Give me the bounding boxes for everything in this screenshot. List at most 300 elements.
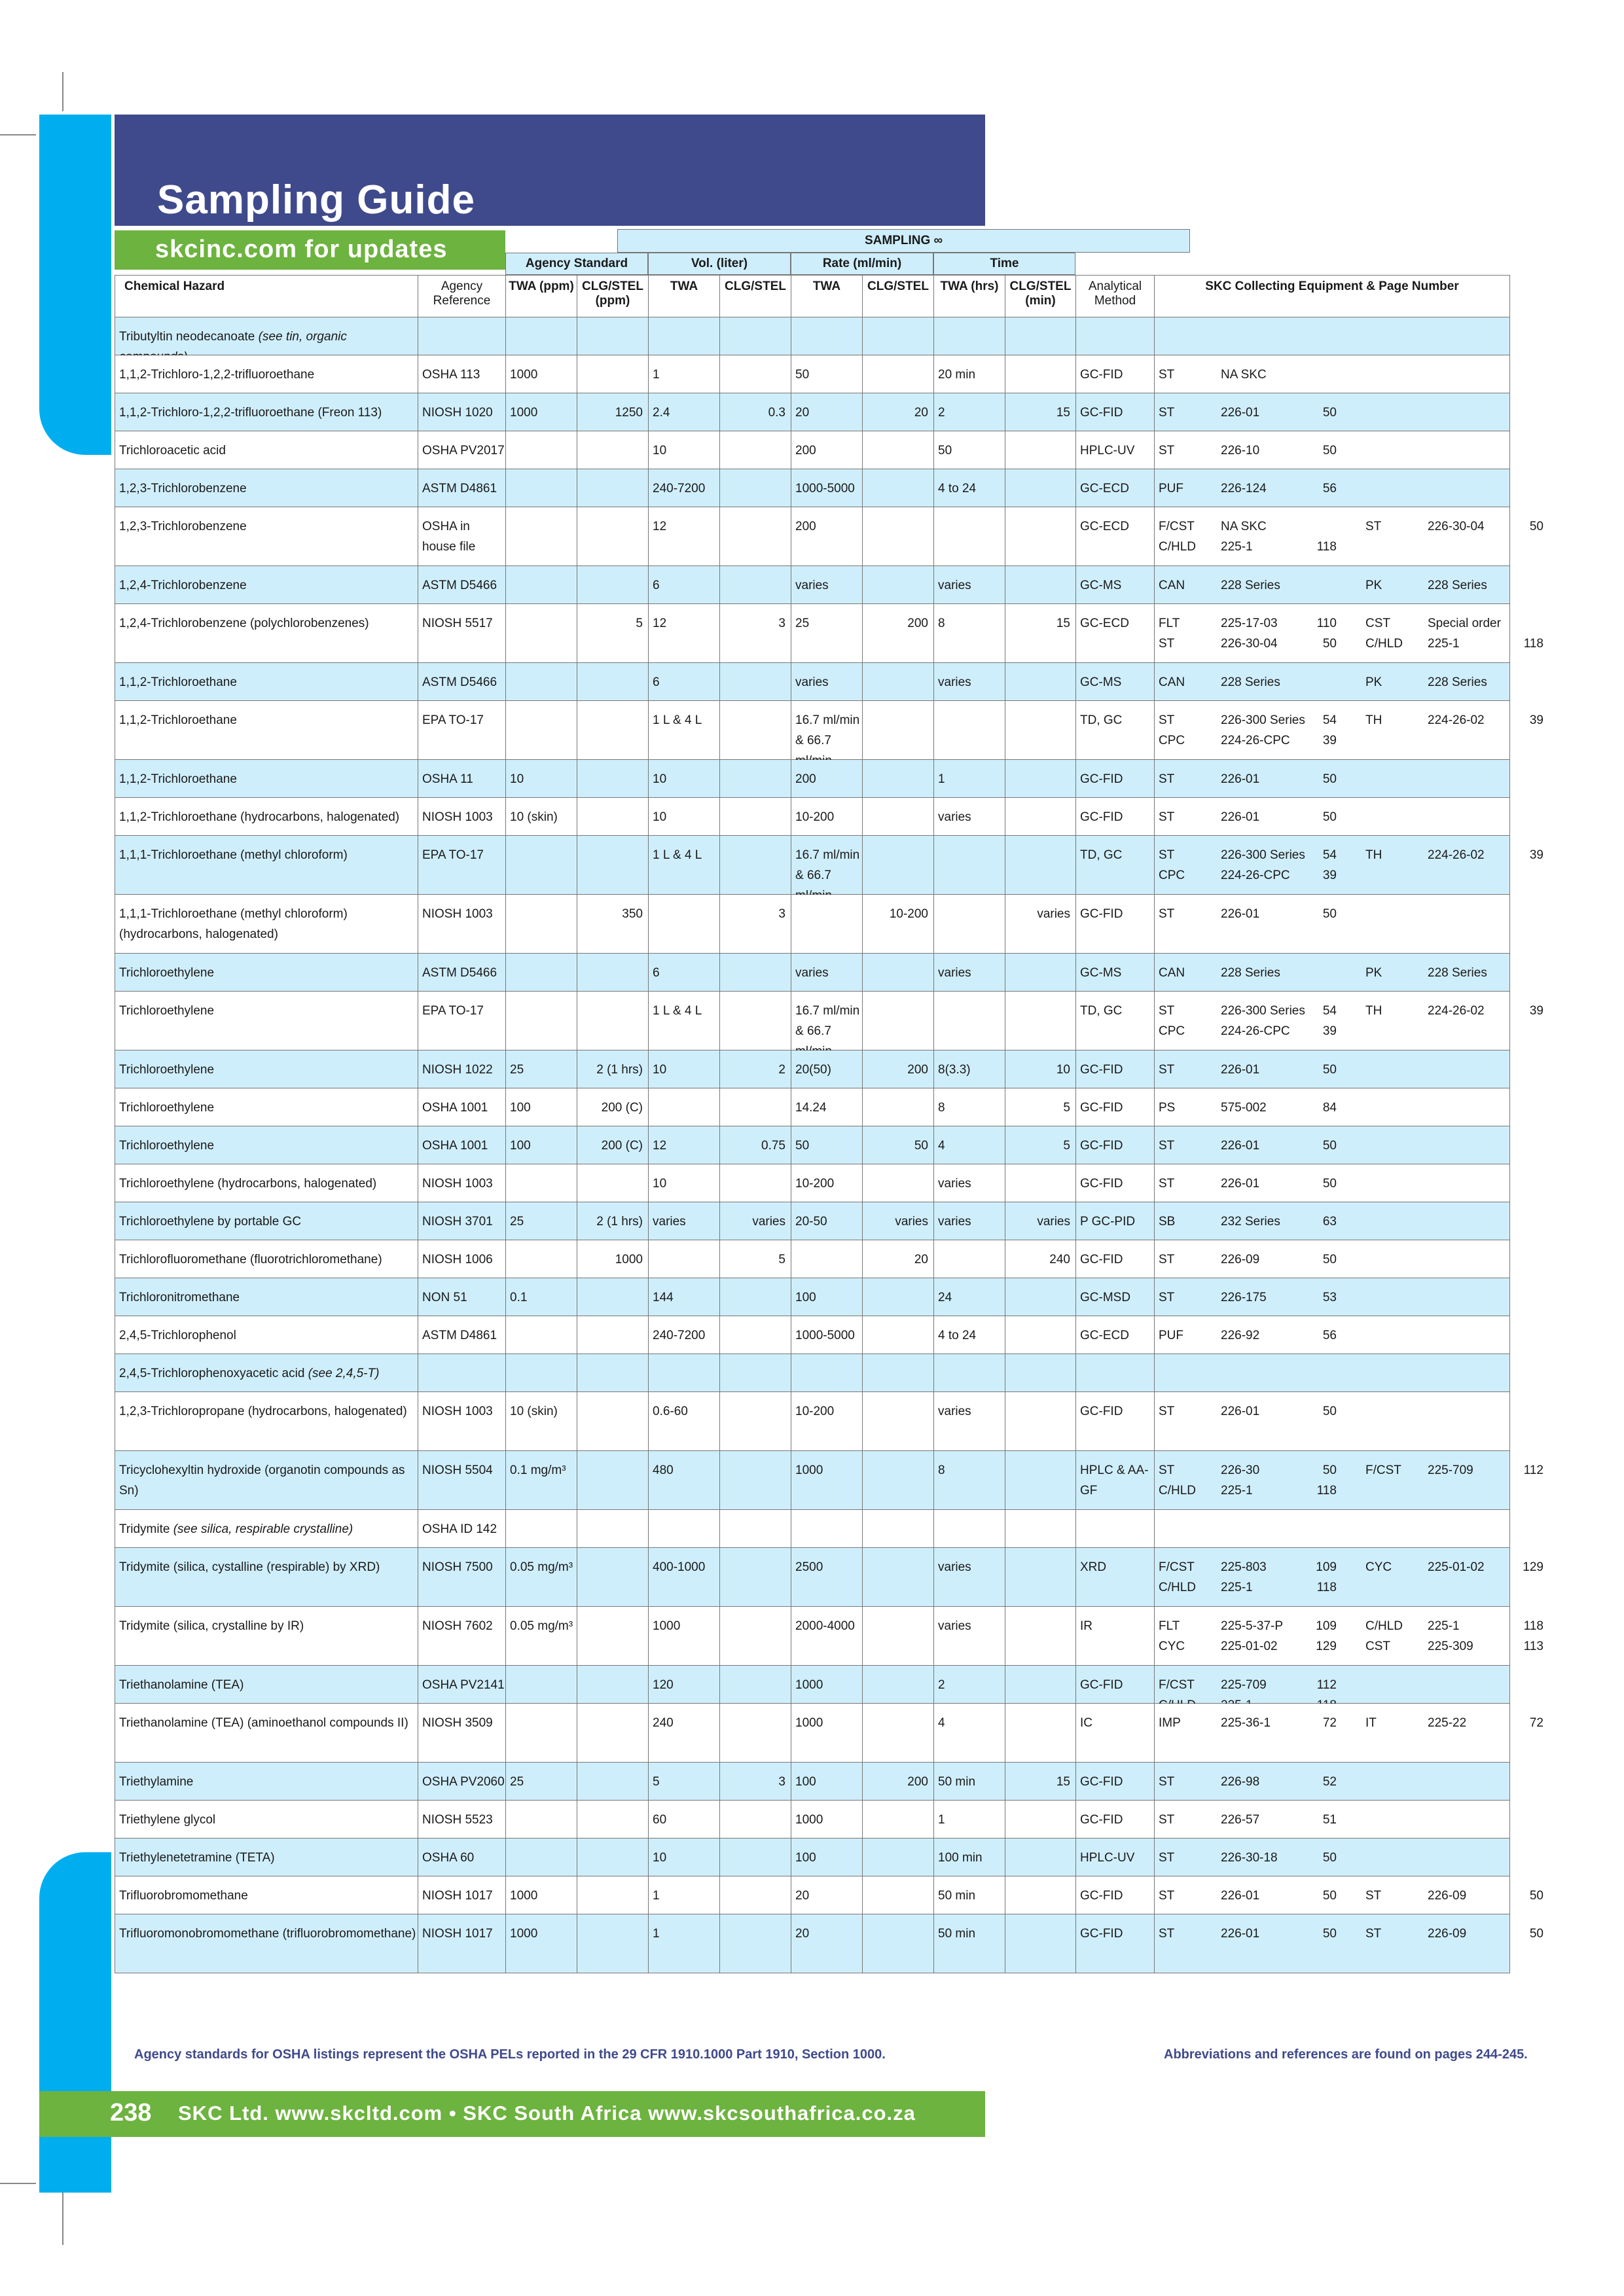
chemical-name: 1,1,2-Trichloroethane: [119, 713, 237, 727]
cell-rtwa: 16.7 ml/min & 66.7: [791, 992, 863, 1050]
eq-code: ST: [1159, 1813, 1175, 1827]
cell-vtwa: 6: [649, 954, 720, 991]
agency-standard-header: Agency Standard: [505, 253, 648, 275]
eq-part-number: 226-09: [1221, 1253, 1260, 1266]
eq-page: 118: [1523, 637, 1543, 651]
cell-chem: [115, 1126, 418, 1164]
page-number: 238: [110, 2099, 152, 2126]
eq-page: 54: [1322, 713, 1337, 727]
cell-ref: OSHA PV2060: [418, 1763, 506, 1800]
cell-ttwa: 8(3.3): [934, 1050, 1005, 1088]
cell-ref: NIOSH 5504: [418, 1451, 506, 1509]
eq-page: 50: [1322, 772, 1337, 786]
cell-equipment: [1155, 469, 1509, 507]
cell-rclg: [863, 566, 934, 603]
chemical-name: 1,2,3-Trichloropropane (hydrocarbons, halogenated): [119, 1405, 407, 1418]
cell-rtwa: 2500: [791, 1548, 863, 1606]
eq-part-number: 225-1: [1221, 1484, 1253, 1498]
cell-vclg: [720, 1451, 791, 1509]
cell-rclg: varies: [863, 1202, 934, 1240]
cell-tclg: 15: [1005, 1763, 1076, 1800]
cell-vclg: [720, 1801, 791, 1838]
cell-equipment: [1155, 1876, 1543, 1914]
table-row: [115, 1392, 1510, 1451]
cell-twa: [506, 992, 577, 1050]
table-row: [115, 954, 1510, 992]
eq-code: F/CST: [1159, 520, 1195, 533]
cell-ref: ASTM D5466: [418, 566, 506, 603]
cell-stel: [577, 1801, 649, 1838]
cell-twa: 25: [506, 1202, 577, 1240]
cell-method: GC-MSD: [1076, 1278, 1155, 1316]
chemical-name: Trichloroethylene: [119, 1139, 215, 1153]
cell-vtwa: 240-7200: [649, 1316, 720, 1354]
cell-ref: [418, 1354, 506, 1391]
cell-tclg: [1005, 1801, 1076, 1838]
eq-code: ST: [1159, 1927, 1175, 1941]
cell-chem: [115, 1666, 418, 1703]
chemical-name: Trichloroethylene: [119, 966, 215, 980]
cell-twa: 100: [506, 1088, 577, 1126]
cell-tclg: [1005, 1704, 1076, 1762]
cell-stel: 2 (1 hrs): [577, 1050, 649, 1088]
eq-part-number: NA SKC: [1221, 368, 1267, 382]
cell-vclg: [720, 317, 791, 355]
cell-vclg: [720, 1914, 791, 1973]
cell-stel: [577, 566, 649, 603]
cell-twa: 1000: [506, 1914, 577, 1973]
cell-ttwa: 4: [934, 1704, 1005, 1762]
cell-vtwa: 12: [649, 507, 720, 565]
cell-ref: NIOSH 1017: [418, 1876, 506, 1914]
cell-rtwa: 200: [791, 760, 863, 797]
cell-stel: 350: [577, 895, 649, 953]
eq-part-number: 226-01: [1221, 1063, 1260, 1077]
cell-equipment: [1155, 431, 1509, 469]
cell-vtwa: 1 L & 4 L: [649, 701, 720, 759]
cell-twa: 100: [506, 1126, 577, 1164]
cell-ttwa: [934, 1240, 1005, 1278]
cell-twa: 25: [506, 1763, 577, 1800]
table-row: [115, 1839, 1510, 1876]
eq-page: 39: [1529, 848, 1543, 862]
cell-vtwa: 240-7200: [649, 469, 720, 507]
chemical-name: Trichloroethylene: [119, 1063, 215, 1077]
cell-method: XRD: [1076, 1548, 1155, 1606]
cell-ref: OSHA 1001: [418, 1088, 506, 1126]
table-row: [115, 836, 1543, 895]
cell-vtwa: 1: [649, 1914, 720, 1973]
cell-ttwa: [934, 317, 1005, 355]
cell-vtwa: 6: [649, 566, 720, 603]
cell-method: TD, GC: [1076, 701, 1155, 759]
chemical-name: Triethylamine: [119, 1775, 194, 1789]
footnote-right: Abbreviations and references are found on pages 244-245.: [1164, 2047, 1528, 2062]
cell-stel: [577, 1316, 649, 1354]
cell-rclg: [863, 1316, 934, 1354]
cell-equipment: [1155, 1278, 1509, 1316]
eq-code: C/HLD: [1365, 1619, 1403, 1633]
cell-rtwa: [791, 895, 863, 953]
cell-ref: OSHA 11: [418, 760, 506, 797]
cell-chem: [115, 1392, 418, 1450]
cell-twa: [506, 954, 577, 991]
table-row: [115, 1704, 1543, 1763]
cell-chem: [115, 1354, 418, 1391]
col-rate-clg: CLG/STEL: [863, 276, 934, 317]
table-row: [115, 1202, 1510, 1240]
cell-vtwa: 6: [649, 663, 720, 700]
cell-tclg: [1005, 701, 1076, 759]
cell-vclg: [720, 1354, 791, 1391]
cell-twa: 1000: [506, 393, 577, 431]
cell-vclg: [720, 566, 791, 603]
cell-twa: [506, 431, 577, 469]
cell-twa: 0.1 mg/m³: [506, 1451, 577, 1509]
cell-vtwa: 1: [649, 355, 720, 393]
eq-code: ST: [1159, 810, 1175, 824]
eq-code: IT: [1365, 1716, 1377, 1730]
eq-part-number: 224-26-CPC: [1221, 734, 1290, 747]
cell-method: [1076, 1354, 1155, 1391]
cell-rtwa: 10-200: [791, 1392, 863, 1450]
eq-part-number: Special order: [1428, 617, 1501, 630]
eq-part-number: 228 Series: [1428, 675, 1487, 689]
cell-stel: [577, 1392, 649, 1450]
cell-rtwa: [791, 1354, 863, 1391]
cell-twa: 1000: [506, 1876, 577, 1914]
eq-code: PUF: [1159, 482, 1183, 495]
cell-stel: [577, 317, 649, 355]
cell-rtwa: [791, 317, 863, 355]
cell-ref: NIOSH 1003: [418, 1164, 506, 1202]
eq-code: PK: [1365, 579, 1382, 592]
cell-vclg: [720, 355, 791, 393]
cell-ttwa: 50 min: [934, 1763, 1005, 1800]
cell-equipment: [1155, 701, 1543, 759]
cell-chem: [115, 895, 418, 953]
cell-ttwa: 24: [934, 1278, 1005, 1316]
cell-ttwa: 8: [934, 1088, 1005, 1126]
chemical-name: Triethylene glycol: [119, 1813, 216, 1827]
eq-part-number: 224-26-CPC: [1221, 1024, 1290, 1038]
cell-equipment: [1155, 1510, 1509, 1547]
cell-ttwa: 2: [934, 1666, 1005, 1703]
cell-ttwa: 50: [934, 431, 1005, 469]
cell-vclg: 3: [720, 1763, 791, 1800]
eq-part-number: 226-01: [1221, 772, 1260, 786]
cell-twa: [506, 1316, 577, 1354]
eq-page: 129: [1316, 1640, 1337, 1653]
cell-ttwa: varies: [934, 1202, 1005, 1240]
eq-part-number: 226-124: [1221, 482, 1267, 495]
cell-ttwa: varies: [934, 1548, 1005, 1606]
cell-rclg: [863, 1839, 934, 1876]
cell-method: HPLC-UV: [1076, 431, 1155, 469]
cell-rtwa: 20-50: [791, 1202, 863, 1240]
cell-chem: [115, 1801, 418, 1838]
cell-equipment: [1155, 355, 1509, 393]
cell-vtwa: 1: [649, 1876, 720, 1914]
cell-tclg: [1005, 507, 1076, 565]
eq-part-number: 226-30-04: [1428, 520, 1485, 533]
cell-ref: ASTM D4861: [418, 1316, 506, 1354]
cell-rclg: [863, 1451, 934, 1509]
cell-equipment: [1155, 1316, 1509, 1354]
cell-vclg: [720, 1548, 791, 1606]
cell-tclg: [1005, 1451, 1076, 1509]
cell-rclg: [863, 1354, 934, 1391]
cell-chem: [115, 604, 418, 662]
cell-method: GC-MS: [1076, 663, 1155, 700]
eq-code: PUF: [1159, 1329, 1183, 1342]
eq-part-number: 225-17-03: [1221, 617, 1278, 630]
eq-code: FLT: [1159, 617, 1180, 630]
cell-method: GC-FID: [1076, 1876, 1155, 1914]
cell-equipment: [1155, 1607, 1543, 1665]
cell-vclg: [720, 1510, 791, 1547]
eq-part-number: 228 Series: [1428, 966, 1487, 980]
cell-twa: [506, 1510, 577, 1547]
eq-page: 113: [1523, 1640, 1543, 1653]
cell-ref: NIOSH 1022: [418, 1050, 506, 1088]
cell-chem: [115, 1607, 418, 1665]
cell-rclg: [863, 992, 934, 1050]
cell-ref: NIOSH 1003: [418, 1392, 506, 1450]
eq-part-number: 226-01: [1221, 406, 1260, 420]
cell-rclg: [863, 701, 934, 759]
cell-rclg: [863, 1607, 934, 1665]
cell-chem: [115, 1510, 418, 1547]
eq-code: CYC: [1159, 1640, 1185, 1653]
subtitle: skcinc.com for updates: [155, 236, 448, 263]
cell-vclg: 0.3: [720, 393, 791, 431]
cell-method: IR: [1076, 1607, 1155, 1665]
cell-ref: OSHA 1001: [418, 1126, 506, 1164]
chemical-name: Trichloroethylene: [119, 1101, 215, 1115]
footer-band: [39, 2091, 985, 2137]
cell-chem: [115, 1240, 418, 1278]
chemical-name: Triethanolamine (TEA): [119, 1678, 244, 1692]
eq-part-number: 225-36-1: [1221, 1716, 1271, 1730]
cell-vtwa: 10: [649, 798, 720, 835]
cell-stel: 1000: [577, 1240, 649, 1278]
cell-ttwa: varies: [934, 1607, 1005, 1665]
eq-code: ST: [1159, 406, 1175, 420]
table-row: [115, 1278, 1510, 1316]
cell-rclg: 50: [863, 1126, 934, 1164]
chemical-name: 1,1,1-Trichloroethane (methyl chloroform): [119, 848, 348, 862]
cell-tclg: 5: [1005, 1088, 1076, 1126]
cell-method: GC-FID: [1076, 1763, 1155, 1800]
cell-tclg: [1005, 1876, 1076, 1914]
cell-ref: ASTM D5466: [418, 954, 506, 991]
cell-equipment: [1155, 760, 1509, 797]
chemical-name: 2,4,5-Trichlorophenoxyacetic acid: [119, 1367, 305, 1380]
eq-code: FLT: [1159, 1619, 1180, 1633]
cell-chem: [115, 1164, 418, 1202]
cell-ttwa: 50 min: [934, 1876, 1005, 1914]
cell-rclg: 20: [863, 393, 934, 431]
cell-tclg: 15: [1005, 393, 1076, 431]
cell-chem: [115, 1763, 418, 1800]
eq-part-number: 224-26-02: [1428, 713, 1485, 727]
cell-vtwa: 10: [649, 1164, 720, 1202]
col-agency-reference: Agency Reference: [418, 276, 506, 317]
eq-code: IMP: [1159, 1716, 1181, 1730]
eq-part-number: 226-30: [1221, 1463, 1260, 1477]
eq-code: ST: [1159, 1139, 1175, 1153]
eq-code: CAN: [1159, 579, 1185, 592]
cell-rclg: [863, 954, 934, 991]
cell-rtwa: [791, 1510, 863, 1547]
cell-rclg: [863, 1278, 934, 1316]
cell-twa: [506, 1839, 577, 1876]
eq-page: 112: [1316, 1678, 1337, 1692]
cell-equipment: [1155, 1914, 1543, 1973]
cell-twa: 0.05 mg/m³: [506, 1607, 577, 1665]
eq-part-number: 226-01: [1221, 1139, 1260, 1153]
eq-code: TH: [1365, 848, 1382, 862]
eq-part-number: 226-175: [1221, 1291, 1267, 1304]
rate-header: Rate (ml/min): [791, 253, 933, 275]
eq-page: 72: [1529, 1716, 1543, 1730]
cell-ref: OSHA in house file: [418, 507, 506, 565]
eq-page: 84: [1322, 1101, 1337, 1115]
eq-code: SB: [1159, 1215, 1176, 1229]
cell-rclg: [863, 1704, 934, 1762]
cell-chem: [115, 355, 418, 393]
cell-stel: [577, 701, 649, 759]
cell-ref: OSHA 113: [418, 355, 506, 393]
col-rate-twa: TWA: [791, 276, 863, 317]
eq-page: 39: [1529, 1004, 1543, 1018]
footer-text: SKC Ltd. www.skcltd.com • SKC South Africa www.skcsouthafrica.co.za: [178, 2102, 916, 2125]
cell-method: GC-FID: [1076, 1240, 1155, 1278]
cell-method: P GC-PID: [1076, 1202, 1155, 1240]
cell-equipment: [1155, 1050, 1509, 1088]
cell-rtwa: 50: [791, 355, 863, 393]
eq-code: TH: [1365, 713, 1382, 727]
eq-page: 50: [1322, 907, 1337, 921]
cell-ref: OSHA ID 142: [418, 1510, 506, 1547]
table-row: [115, 1050, 1510, 1088]
cell-vtwa: 1000: [649, 1607, 720, 1665]
cell-tclg: varies: [1005, 895, 1076, 953]
chemical-name: 1,1,2-Trichloroethane (hydrocarbons, halogenated): [119, 810, 400, 824]
cell-method: GC-FID: [1076, 1050, 1155, 1088]
table-row: [115, 798, 1510, 836]
eq-part-number: 225-709: [1221, 1678, 1267, 1692]
cell-chem: [115, 1876, 418, 1914]
cell-rtwa: varies: [791, 663, 863, 700]
cell-rclg: [863, 1164, 934, 1202]
cell-vclg: [720, 1164, 791, 1202]
cell-method: GC-FID: [1076, 1164, 1155, 1202]
chemical-name: 1,2,3-Trichlorobenzene: [119, 520, 247, 533]
table-body: [115, 317, 1543, 1973]
table-row: [115, 1240, 1510, 1278]
cell-twa: [506, 663, 577, 700]
cell-vclg: [720, 1876, 791, 1914]
eq-part-number: 226-30-04: [1221, 637, 1278, 651]
chemical-name: Tridymite (silica, cystalline (respirable) by XRD): [119, 1560, 380, 1574]
cell-rclg: [863, 1548, 934, 1606]
cell-twa: [506, 701, 577, 759]
eq-code: ST: [1159, 1291, 1175, 1304]
cell-vclg: [720, 431, 791, 469]
cell-vclg: varies: [720, 1202, 791, 1240]
eq-code: C/HLD: [1159, 1581, 1197, 1594]
eq-page: 54: [1322, 848, 1337, 862]
eq-part-number: 224-26-02: [1428, 848, 1485, 862]
cell-tclg: [1005, 1914, 1076, 1973]
cell-equipment: [1155, 1763, 1509, 1800]
cell-twa: [506, 1164, 577, 1202]
cell-tclg: 15: [1005, 604, 1076, 662]
subtitle-band: [115, 230, 505, 270]
cell-ttwa: 4 to 24: [934, 1316, 1005, 1354]
cell-ttwa: varies: [934, 1164, 1005, 1202]
cell-rclg: [863, 1392, 934, 1450]
cell-chem: [115, 954, 418, 991]
cell-twa: 0.1: [506, 1278, 577, 1316]
cell-method: GC-FID: [1076, 1666, 1155, 1703]
cell-chem: [115, 1202, 418, 1240]
chemical-name: 1,1,2-Trichloro-1,2,2-trifluoroethane (Freon 113): [119, 406, 382, 420]
eq-page: 63: [1322, 1215, 1337, 1229]
time-header: Time: [933, 253, 1075, 275]
cell-rtwa: 14.24: [791, 1088, 863, 1126]
eq-page: 50: [1322, 810, 1337, 824]
cell-rtwa: 1000: [791, 1704, 863, 1762]
cell-ttwa: 2: [934, 393, 1005, 431]
eq-page: 50: [1322, 1405, 1337, 1418]
cell-tclg: [1005, 1354, 1076, 1391]
table-row: [115, 760, 1510, 798]
cell-vtwa: [649, 317, 720, 355]
cell-tclg: [1005, 317, 1076, 355]
cell-stel: [577, 469, 649, 507]
eq-page: 109: [1316, 1619, 1337, 1633]
cell-vtwa: [649, 895, 720, 953]
cell-twa: 10 (skin): [506, 798, 577, 835]
cell-equipment: [1155, 1240, 1509, 1278]
table-row: [115, 507, 1543, 566]
cell-twa: [506, 604, 577, 662]
cell-ttwa: [934, 836, 1005, 894]
cell-ref: NIOSH 1003: [418, 798, 506, 835]
cell-rclg: [863, 1801, 934, 1838]
cell-tclg: [1005, 1839, 1076, 1876]
table-row: [115, 1763, 1510, 1801]
cell-vtwa: [649, 1510, 720, 1547]
eq-code: PS: [1159, 1101, 1176, 1115]
eq-code: ST: [1365, 520, 1382, 533]
cell-equipment: [1155, 663, 1509, 700]
cell-rclg: 20: [863, 1240, 934, 1278]
cell-ttwa: 4: [934, 1126, 1005, 1164]
cell-tclg: [1005, 1607, 1076, 1665]
cell-ttwa: 8: [934, 604, 1005, 662]
vol-header: Vol. (liter): [648, 253, 791, 275]
cell-rclg: [863, 431, 934, 469]
eq-code: ST: [1159, 713, 1175, 727]
eq-code: ST: [1159, 1851, 1175, 1865]
eq-page: 39: [1529, 713, 1543, 727]
eq-code: CAN: [1159, 966, 1185, 980]
cell-equipment: [1155, 1839, 1509, 1876]
